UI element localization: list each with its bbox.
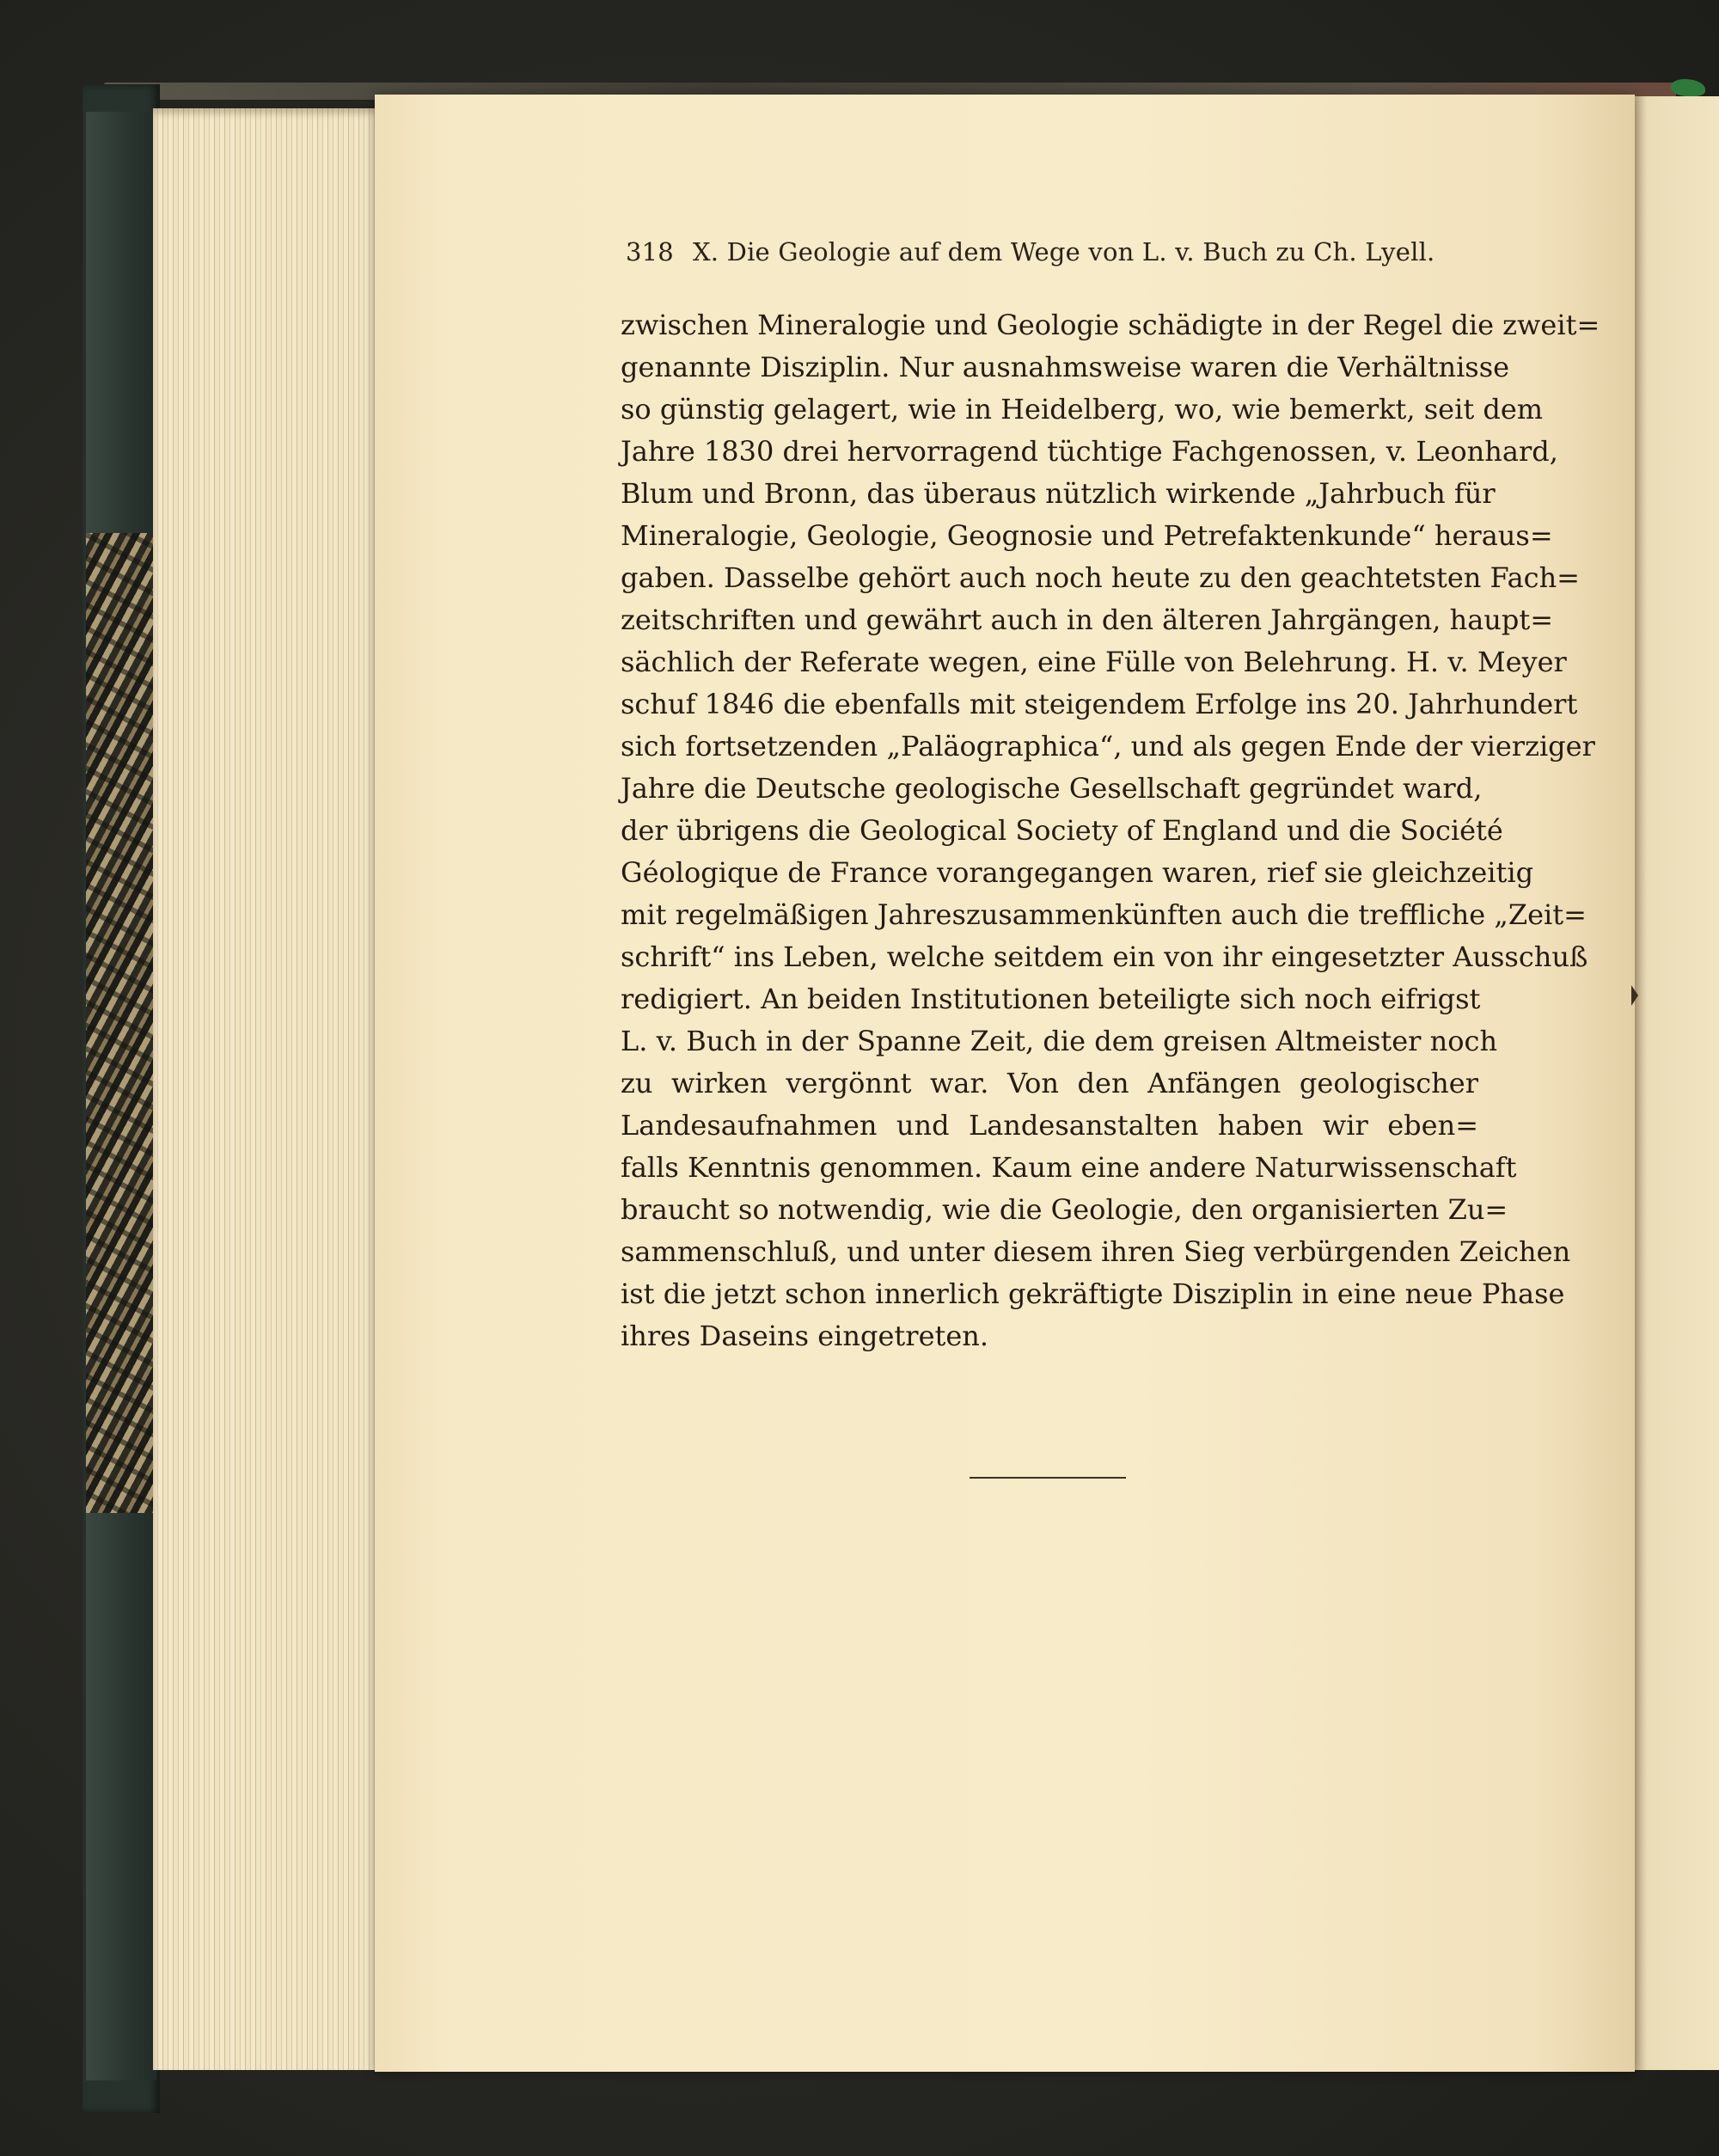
text-line: Géologique de France vorangegangen waren, rief sie gleichzeitig <box>621 856 1534 889</box>
text-line: schuf 1846 die ebenfalls mit steigendem Erfolge ins 20. Jahrhundert <box>621 688 1578 720</box>
marbled-pattern-overlay <box>86 533 156 1513</box>
text-line: redigiert. An beiden Institutionen beteiligte sich noch eifrigst <box>621 983 1481 1015</box>
text-line: schrift“ ins Leben, welche seitdem ein von ihr eingesetzter Ausschuß <box>621 940 1588 973</box>
text-line: Jahre 1830 drei hervorragend tüchtige Fachgenossen, v. Leonhard, <box>621 435 1558 468</box>
text-line: gaben. Dasselbe gehört auch noch heute zu den geachtetsten Fach= <box>621 561 1580 594</box>
section-end-rule <box>970 1477 1126 1479</box>
page-stack-edges <box>153 108 378 2070</box>
page-margin-mark-icon <box>1631 985 1638 1006</box>
text-line: der übrigens die Geological Society of England und die Société <box>621 814 1503 847</box>
text-line: Mineralogie, Geologie, Geognosie und Petrefaktenkunde“ heraus= <box>621 519 1553 552</box>
text-line: genannte Disziplin. Nur ausnahmsweise waren die Verhältnisse <box>621 351 1510 383</box>
body-paragraph <box>621 304 1600 1357</box>
text-line: zeitschriften und gewährt auch in den älteren Jahrgängen, haupt= <box>621 603 1554 636</box>
running-header <box>626 237 1435 266</box>
spine-leather-bottom <box>86 1513 156 2080</box>
page-number: 318 <box>626 237 674 266</box>
spine-leather-top <box>86 112 156 533</box>
text-line: Landesaufnahmen und Landesanstalten haben wir eben= <box>621 1109 1478 1142</box>
text-line: mit regelmäßigen Jahreszusammenkünften auch die treffliche „Zeit= <box>621 898 1587 931</box>
text-line: so günstig gelagert, wie in Heidelberg, wo, wie bemerkt, seit dem <box>621 393 1544 426</box>
facing-page-edge <box>1631 96 1719 2070</box>
text-line: falls Kenntnis genommen. Kaum eine andere Naturwissenschaft <box>621 1151 1517 1184</box>
text-line: L. v. Buch in der Spanne Zeit, die dem greisen Altmeister noch <box>621 1025 1498 1057</box>
running-title: X. Die Geologie auf dem Wege von L. v. Buch zu Ch. Lyell. <box>692 237 1435 266</box>
text-line: braucht so notwendig, wie die Geologie, den organisierten Zu= <box>621 1193 1508 1226</box>
text-line: sächlich der Referate wegen, eine Fülle von Belehrung. H. v. Meyer <box>621 646 1567 678</box>
text-line: sich fortsetzenden „Paläographica“, und als gegen Ende der vierziger <box>621 730 1595 763</box>
text-line: Jahre die Deutsche geologische Gesellschaft gegründet ward, <box>621 772 1483 805</box>
text-line: ihres Daseins eingetreten. <box>621 1320 989 1352</box>
text-line: zwischen Mineralogie und Geologie schädigte in der Regel die zweit= <box>621 309 1600 341</box>
text-line: Blum und Bronn, das überaus nützlich wirkende „Jahrbuch für <box>621 477 1496 510</box>
text-line: sammenschluß, und unter diesem ihren Sieg verbürgenden Zeichen <box>621 1235 1571 1268</box>
text-line: zu wirken vergönnt war. Von den Anfängen geologischer <box>621 1067 1478 1099</box>
text-line: ist die jetzt schon innerlich gekräftigte Disziplin in eine neue Phase <box>621 1277 1565 1310</box>
